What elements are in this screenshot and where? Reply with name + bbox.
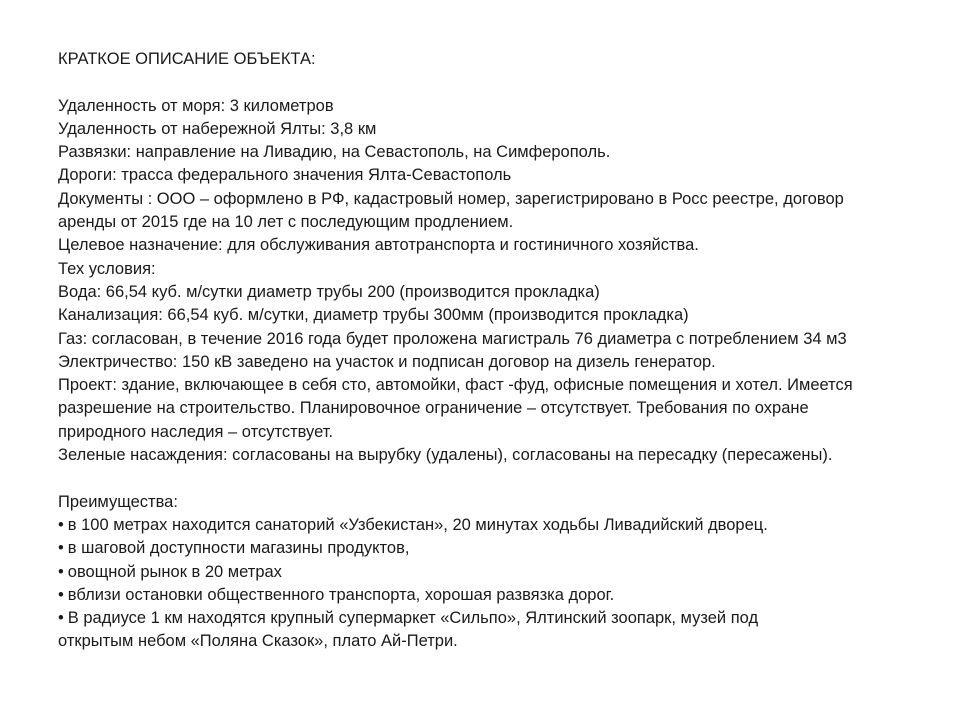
detail-line: Проект: здание, включающее в себя сто, автомойки, фаст -фуд, офисные помещения и хотел. Имеется: [58, 376, 853, 395]
advantage-text: вблизи остановки общественного транспорта, хорошая развязка дорог.: [67, 585, 615, 604]
spacer: [58, 71, 938, 94]
advantage-item: [58, 607, 938, 630]
advantage-text: В радиусе 1 км находятся крупный супермаркет «Сильпо», Ялтинский зоопарк, музей под: [67, 609, 759, 628]
advantages-heading: Преимущества:: [58, 492, 178, 511]
detail-line: Дороги: трасса федерального значения Ялта-Севастополь: [58, 166, 512, 185]
detail-line: Целевое назначение: для обслуживания автотранспорта и гостиничного хозяйства.: [58, 236, 699, 255]
advantage-text: в шаговой доступности магазины продуктов,: [67, 539, 410, 558]
bullet-icon: •: [58, 585, 64, 604]
bullet-icon: •: [58, 539, 64, 558]
detail-line: Удаленность от моря: 3 километров: [58, 96, 334, 115]
advantage-text: в 100 метрах находится санаторий «Узбекистан», 20 минутах ходьбы Ливадийский дворец.: [67, 515, 768, 534]
detail-line: разрешение на строительство. Планировочное ограничение – отсутствует. Требования по охране: [58, 399, 809, 418]
advantage-item: [58, 514, 938, 537]
advantage-item: [58, 584, 938, 607]
advantage-item: [58, 537, 938, 560]
detail-line: Удаленность от набережной Ялты: 3,8 км: [58, 119, 377, 138]
detail-line: природного наследия – отсутствует.: [58, 422, 334, 441]
detail-line: Развязки: направление на Ливадию, на Севастополь, на Симферополь.: [58, 143, 611, 162]
object-description: [58, 48, 938, 654]
detail-line: аренды от 2015 где на 10 лет с последующим продлением.: [58, 213, 514, 232]
bullet-icon: •: [58, 609, 64, 628]
advantage-text: открытым небом «Поляна Сказок», плато Ай-Петри.: [58, 632, 458, 651]
detail-line: Газ: согласован, в течение 2016 года будет проложена магистраль 76 диаметра с потреблением 34 м3: [58, 329, 847, 348]
detail-line: Электричество: 150 кВ заведено на участок и подписан договор на дизель генератор.: [58, 352, 716, 371]
section-heading: КРАТКОЕ ОПИСАНИЕ ОБЪЕКТА:: [58, 50, 316, 68]
detail-line: Канализация: 66,54 куб. м/сутки, диаметр трубы 300мм (производится прокладка): [58, 306, 689, 325]
advantage-text: овощной рынок в 20 метрах: [67, 562, 282, 581]
bullet-icon: •: [58, 562, 64, 581]
bullet-icon: •: [58, 515, 64, 534]
detail-line: Зеленые насаждения: согласованы на вырубку (удалены), согласованы на пересадку (пересажены).: [58, 446, 833, 465]
spacer: [58, 467, 938, 490]
detail-line: Тех условия:: [58, 259, 156, 278]
advantage-item: [58, 561, 938, 584]
detail-line: Вода: 66,54 куб. м/сутки диаметр трубы 200 (производится прокладка): [58, 282, 600, 301]
advantage-continuation: [58, 630, 938, 653]
detail-line: Документы : ООО – оформлено в РФ, кадастровый номер, зарегистрировано в Росс реестре, договор: [58, 189, 844, 208]
